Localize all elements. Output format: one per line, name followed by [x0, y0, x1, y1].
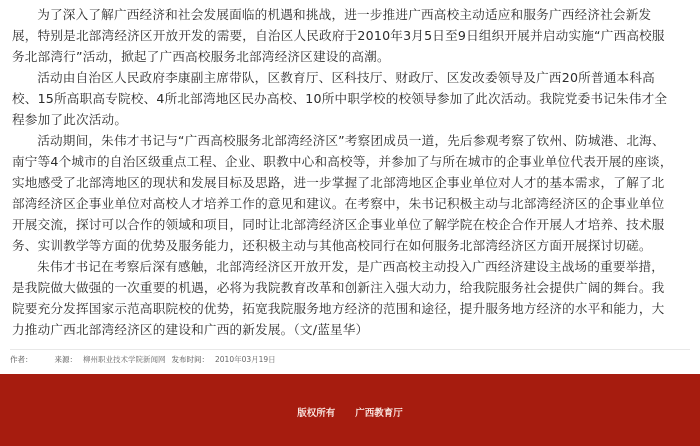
- author-label: 作者：: [10, 355, 33, 364]
- article-meta: [10, 349, 690, 368]
- article-paragraph: 为了深入了解广西经济和社会发展面临的机遇和挑战，进一步推进广西高校主动适应和服务广西经济社会新发展，特别是北部湾经济区开放开发的需要，自治区人民政府于2010年3月5日至9日组织开展并启动实施“广西高校服务北部湾行”活动，掀起了广西高校服务北部湾经济区建设的高潮。: [12, 7, 665, 64]
- footer-org-link[interactable]: 广西教育厅: [355, 408, 403, 419]
- article-body: [12, 4, 676, 340]
- footer-copyright-link[interactable]: 版权所有: [297, 408, 336, 419]
- article-paragraph: 活动由自治区人民政府李康副主席带队，区教育厅、区科技厅、财政厅、区发改委领导及广西20所普通本科高校、15所高职高专院校、4所北部湾地区民办高校、10所中职学校的校领导参加了此次活动。我院党委书记朱伟才全程参加了此次活动。: [12, 70, 668, 127]
- date-label: 发布时间：: [171, 355, 209, 364]
- article-paragraph: 活动期间，朱伟才书记与“广西高校服务北部湾经济区”考察团成员一道，先后参观考察了钦州、防城港、北海、南宁等4个城市的自治区级重点工程、企业、职教中心和高校等，并参加了与所在城市的企事业单位代表开展的座谈，实地感受了北部湾地区的现状和发展目标及思路，进一步掌握了北部湾地区企事业单位对人才的基本需求，了解了北部湾经济区企事业单位对高校人才培养工作的意见和建议。在考察中，朱书记积极主动与北部湾经济区的企事业单位开展交流，探讨可以合作的领域和项目，同时让北部湾经济区企事业单位了解学院在校企合作开展人才培养、技术服务、实训教学等方面的优势及服务能力，还积极主动与其他高校同行在如何服务北部湾经济区方面开展探讨切磋。: [12, 133, 673, 253]
- article-paragraph: 朱伟才书记在考察后深有感触，北部湾经济区开放开发，是广西高校主动投入广西经济建设主战场的重要举措，是我院做大做强的一次重要的机遇，必将为我院教育改革和创新注入强大动力，给我院服务社会提供广阔的舞台。我院要充分发挥国家示范高职院校的优势，拓宽我院服务地方经济的范围和途径，提升服务地方经济的水平和能力，大力推动广西北部湾经济区的建设和广西的新发展。（文/蓝星华）: [12, 259, 665, 337]
- footer-links: [297, 405, 403, 419]
- site-footer: [0, 374, 700, 446]
- date-value: 2010年03月19日: [215, 355, 276, 364]
- source-label: 来源：: [54, 355, 77, 364]
- source-value: 柳州职业技术学院新闻网: [83, 355, 166, 364]
